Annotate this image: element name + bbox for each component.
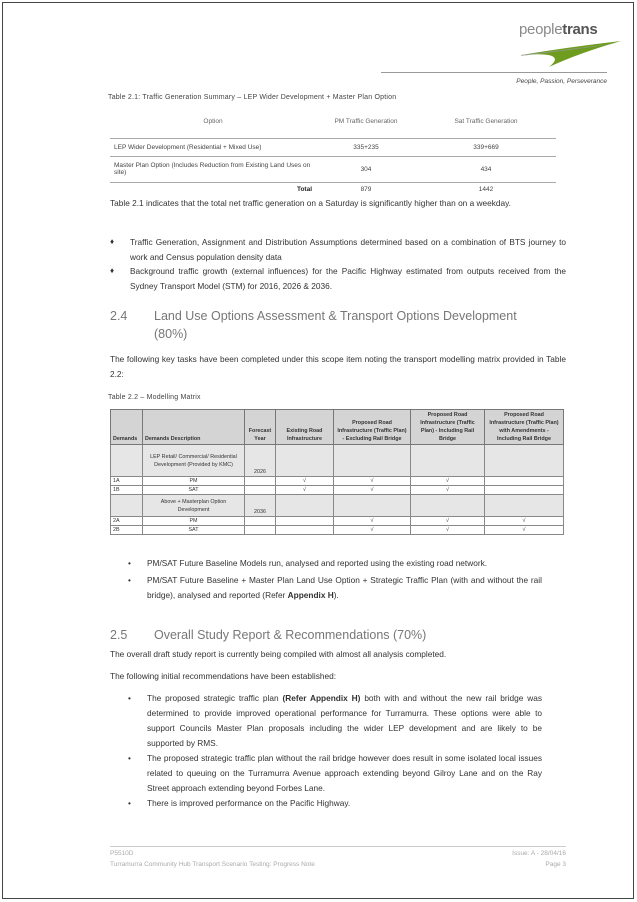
footer-rule [110,846,566,847]
list-item: • There is improved performance on the Pacific Highway. [126,796,542,811]
modelling-tasks-list [126,556,542,603]
table1-cell-pm: 335+235 [316,138,416,156]
list-item: • The proposed strategic traffic plan without the rail bridge however does result in some isolated local issues related to queuing on the Turramurra Avenue approach extending beyond Gilroy Lane and on the Ray Street approach extending beyond Forbes Lane. [128,753,542,793]
bullet-icon: • [128,693,131,703]
table-row: 1B SAT √ √ √ [111,486,564,495]
section-2-5-heading: 2.5 Overall Study Report & Recommendations (70%) [110,628,427,642]
table1-cell-option: Master Plan Option (Includes Reduction from Existing Land Uses on site) [110,156,316,182]
table1-caption: Table 2.1: Traffic Generation Summary – LEP Wider Development + Master Plan Option [108,94,397,101]
table2-caption: Table 2.2 – Modelling Matrix [108,394,201,401]
footer-page-number: Page 3 [545,861,566,868]
bullet-icon: • [128,798,131,808]
diamond-bullet-icon: ♦ [110,266,115,275]
recommendations-list [126,691,542,811]
table1-cell-sat: 339+669 [416,138,556,156]
table1-cell-pm: 304 [316,156,416,182]
table1-total-pm: 879 [360,186,372,194]
assumptions-list [110,235,566,293]
document-page [2,2,634,899]
bullet-icon: • [128,753,131,763]
modelling-matrix-table [110,409,564,535]
table1-header-sat: Sat Traffic Generation [416,106,556,138]
section-2-4-heading: 2.4 Land Use Options Assessment & Transport Options Development (80%) [110,309,517,341]
paragraph-recommendations-intro: The following initial recommendations have been established: [110,671,336,681]
table1-header-option: Option [110,106,316,138]
list-item: ♦ Background traffic growth (external influences) for the Pacific Highway estimated from outputs received from the Sydney Transport Model (STM) for 2016, 2026 & 2036. [110,266,566,291]
footer-issue: Issue: A - 28/04/16 [512,850,566,857]
table1-cell-sat: 434 [416,156,556,182]
table-row [110,138,556,156]
table1-total-sat: 1442 [478,186,494,194]
table1-header-pm: PM Traffic Generation [316,106,416,138]
table-row: 1A PM √ √ √ [111,477,564,486]
paragraph-traffic-summary: Table 2.1 indicates that the total net traffic generation on a Saturday is significantly higher than on a weekday. [110,198,511,208]
footer-ref: P5510D [110,850,134,857]
diamond-bullet-icon: ♦ [110,237,115,246]
header-rule [381,72,607,73]
paragraph-draft-report: The overall draft study report is currently being compiled with almost all analysis completed. [110,649,447,659]
table-row: 2A PM √ √ √ [111,517,564,526]
peopletrans-logo [519,21,623,75]
table1-total-label: Total [296,186,312,194]
bullet-icon: • [128,558,131,568]
list-item: • PM/SAT Future Baseline + Master Plan Land Use Option + Strategic Traffic Plan (with and without the rail bridge), analysed and reported (Refer Appendix H). [128,575,542,600]
logo-text-light: people [519,21,563,38]
logo-text-bold: trans [562,21,598,38]
table-row: Above + Masterplan Option Development 2036 [111,495,564,517]
paragraph-key-tasks: The following key tasks have been completed under this scope item noting the transport modelling matrix provided in Table 2.2: [110,354,566,379]
logo-swoosh-icon [519,37,623,73]
table1-total-row [110,182,556,197]
footer-title: Turramurra Community Hub Transport Scenario Testing: Progress Note [110,861,315,868]
bullet-icon: • [128,575,131,585]
list-item: • PM/SAT Future Baseline Models run, analysed and reported using the existing road network. [126,556,542,571]
table-row: 2B SAT √ √ √ [111,526,564,535]
table1-cell-option: LEP Wider Development (Residential + Mixed Use) [110,138,316,156]
table-row [110,156,556,182]
table2-header-row: Demands Demands Description Forecast Year Existing Road Infrastructure Proposed Road Infrastructure (Traffic Plan) - Excluding Rail Bridge Proposed Road Infrastructure (Traffic Plan) - Including Rail Bridge Proposed Road Infrastructure (Traffic Plan) with Amendments - Including Rail Bridge [111,410,564,445]
tagline: People, Passion, Perseverance [516,78,607,85]
list-item: ♦ Traffic Generation, Assignment and Distribution Assumptions determined based on a combination of BTS journey to work and Census population density data [110,237,566,262]
table-row: LEP Retail/ Commercial/ Residential Development (Provided by KMC) 2026 [111,445,564,477]
traffic-generation-table [110,106,556,197]
list-item: • The proposed strategic traffic plan (Refer Appendix H) both with and without the new rail bridge was determined to provide improved operational performance for Turramurra. These options were able to support Councils Master Plan proposals including the wider LEP development and are likely to be supported by RMS. [128,693,542,748]
